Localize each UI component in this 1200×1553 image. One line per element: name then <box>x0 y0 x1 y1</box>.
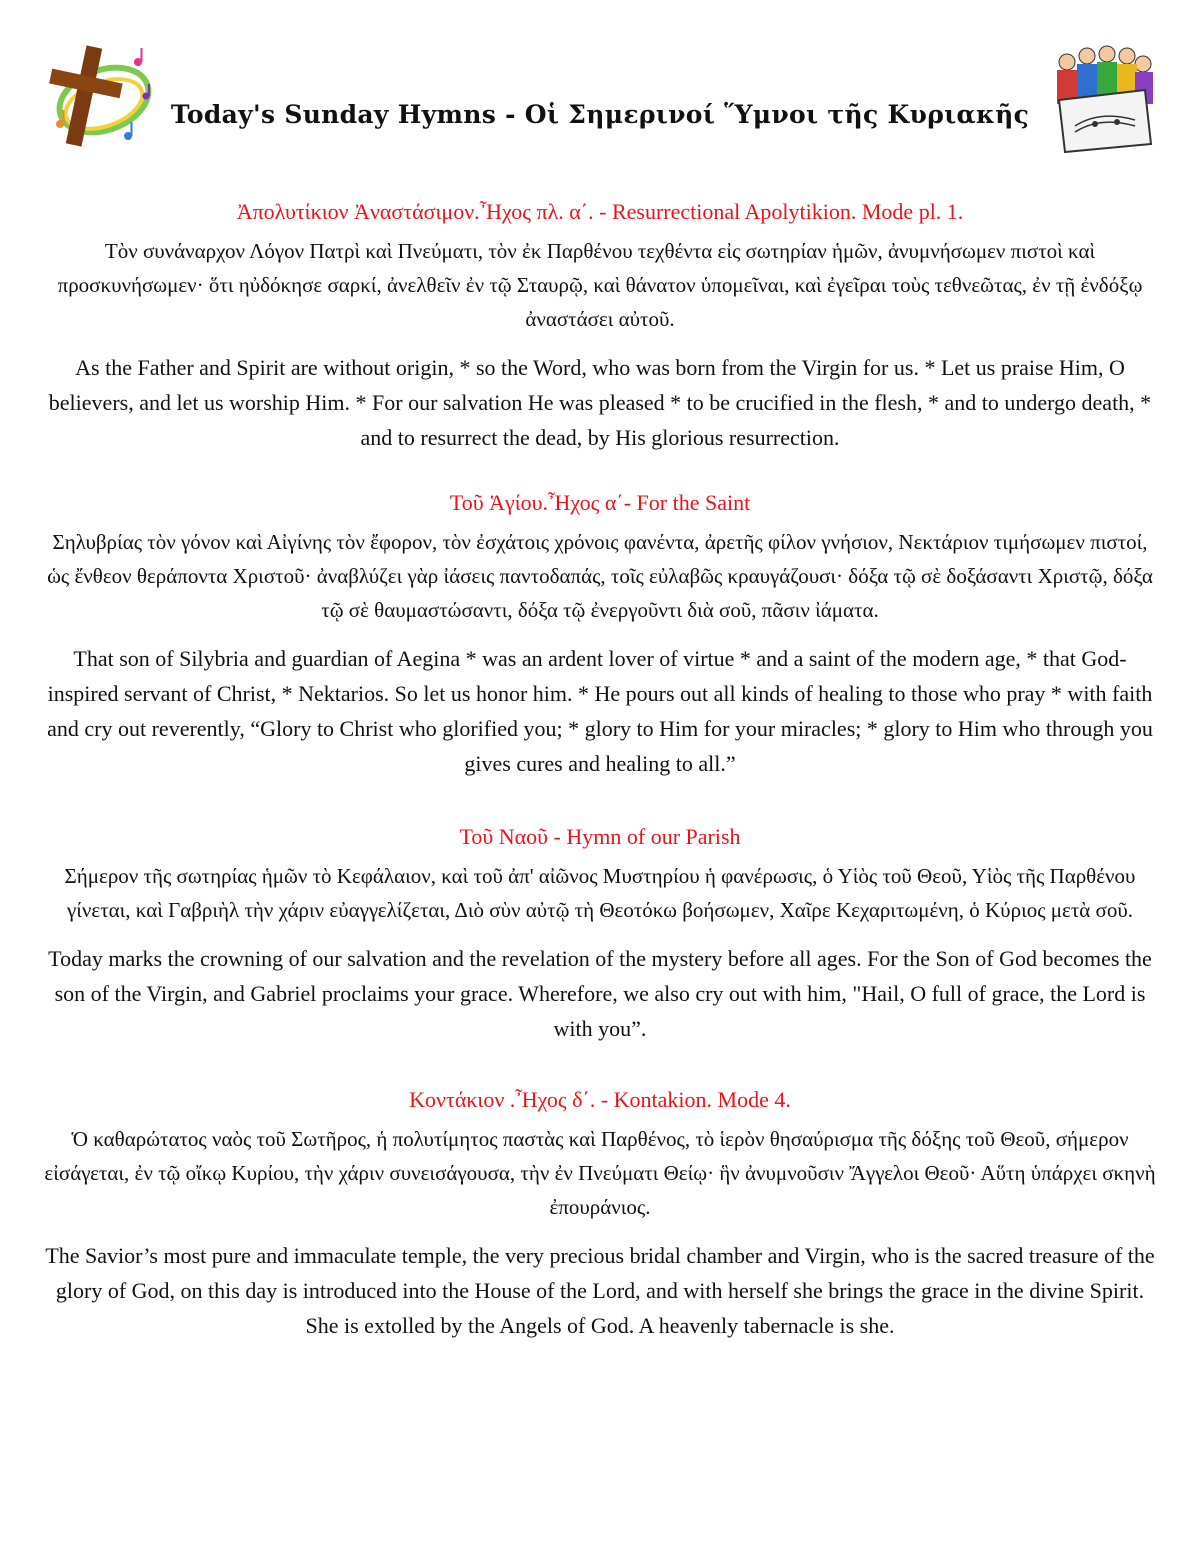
greek-text: Ὁ καθαρώτατος ναὸς τοῦ Σωτῆρος, ἡ πολυτίμητος παστὰς καὶ Παρθένος, τὸ ἱερὸν θησαύρισμα τῆς δόξης τοῦ Θεοῦ, σήμερον εἰσάγεται, ἐν τῷ οἴκῳ Κυρίου, τὴν χάριν συνεισάγουσα, τὴν ἐν Πνεύματι Θείῳ· ἣν ἀνυμνοῦσιν Ἄγγελοι Θεοῦ· Αὕτη ὑπάρχει σκηνὴ ἐπουράνιος. <box>44 1127 1156 1219</box>
hymns-content <box>44 198 1156 1343</box>
greek-text: Σήμερον τῆς σωτηρίας ἡμῶν τὸ Κεφάλαιον, καὶ τοῦ ἀπ' αἰῶνος Μυστηρίου ἡ φανέρωσις, ὁ Υἱὸς τοῦ Θεοῦ, Υἱὸς τῆς Παρθένου γίνεται, καὶ Γαβριὴλ τὴν χάριν εὐαγγελίζεται, Διὸ σὺν αὐτῷ τὴ Θεοτόκω βοήσωμεν, Χαῖρε Κεχαριτωμένη, ὁ Κύριος μετὰ σοῦ. <box>64 864 1136 922</box>
english-text: Today marks the crowning of our salvation and the revelation of the mystery before all ages. For the Son of God becomes the son of the Virgin, and Gabriel proclaims your grace. Wherefore, we also cry out with him, "Hail, O full of grace, the Lord is with you”. <box>48 946 1152 1041</box>
hymn-section-apolytikion <box>44 198 1156 455</box>
section-heading: Κοντάκιον .Ἦχος δ΄. - Kontakion. Mode 4. <box>409 1087 791 1112</box>
english-text: As the Father and Spirit are without origin, * so the Word, who was born from the Virgin for us. * Let us praise Him, O believers, and let us worship Him. * For our salvation He was pleased * to be crucified in the flesh, * and to undergo death, * and to resurrect the dead, by His glorious resurrection. <box>48 355 1152 450</box>
greek-text: Τὸν συνάναρχον Λόγον Πατρὶ καὶ Πνεύματι, τὸν ἐκ Παρθένου τεχθέντα εἰς σωτηρίαν ἡμῶν, ἀνυμνήσωμεν πιστοὶ καὶ προσκυνήσωμεν· ὅτι ηὐδόκησε σαρκί, ἀνελθεῖν ἐν τῷ Σταυρῷ, καὶ θάνατον ὑπομεῖναι, καὶ ἐγεῖραι τοὺς τεθνεῶτας, ἐν τῇ ἐνδόξῳ ἀναστάσει αὐτοῦ. <box>57 239 1143 331</box>
page-title: Today's Sunday Hymns - Οἱ Σημερινοί Ὕμνοι τῆς Κυριακῆς <box>170 100 1030 129</box>
section-heading: Ἀπολυτίκιον Ἀναστάσιμον.Ἦχος πλ. α΄. - Resurrectional Apolytikion. Mode pl. 1. <box>236 199 964 224</box>
choir-singers-icon <box>1045 40 1160 155</box>
english-text: The Savior’s most pure and immaculate temple, the very precious bridal chamber and Virgin, who is the sacred treasure of the glory of God, on this day is introduced into the House of the Lord, and with herself she brings the grace in the divine Spirit. She is extolled by the Angels of God. A heavenly tabernacle is she. <box>45 1243 1155 1338</box>
english-text: That son of Silybria and guardian of Aegina * was an ardent lover of virtue * and a saint of the modern age, * that God-inspired servant of Christ, * Nektarios. So let us honor him. * He pours out all kinds of healing to those who pray * with faith and cry out reverently, “Glory to Christ who glorified you; * glory to Him for your miracles; * glory to Him who through you gives cures and healing to all.” <box>47 646 1153 776</box>
section-heading: Τοῦ Ναοῦ - Hymn of our Parish <box>459 824 741 849</box>
page-header <box>0 0 1200 165</box>
hymn-section-kontakion <box>44 1086 1156 1343</box>
cross-with-music-notes-icon <box>42 40 157 155</box>
hymn-section-saint <box>44 489 1156 781</box>
section-heading: Τοῦ Ἁγίου.Ἦχος α΄- For the Saint <box>449 490 751 515</box>
greek-text: Σηλυβρίας τὸν γόνον καὶ Αἰγίνης τὸν ἔφορον, τὸν ἐσχάτοις χρόνοις φανέντα, ἀρετῆς φίλον γνήσιον, Νεκτάριον τιμήσωμεν πιστοί, ὡς ἔνθεον θεράποντα Χριστοῦ· ἀναβλύζει γὰρ ἰάσεις παντοδαπάς, τοῖς εὐλαβῶς κραυγάζουσι· δόξα τῷ σὲ δοξάσαντι Χριστῷ, δόξα τῷ σὲ θαυμαστώσαντι, δόξα τῷ ἐνεργοῦντι διὰ σοῦ, πᾶσιν ἰάματα. <box>47 530 1153 622</box>
hymn-section-parish <box>44 823 1156 1046</box>
